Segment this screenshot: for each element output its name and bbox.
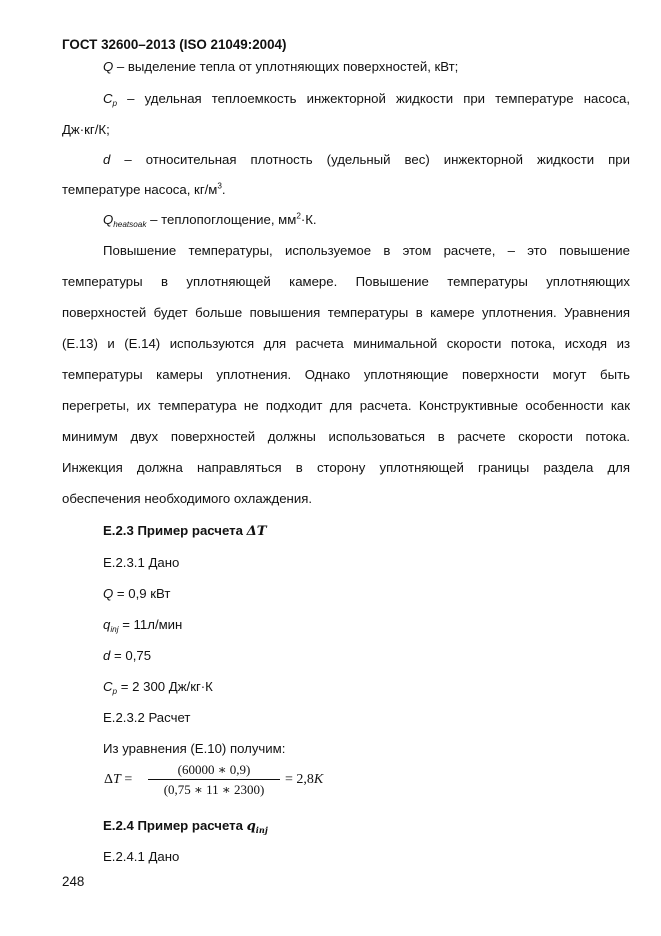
- given-q-text: = 0,9 кВт: [113, 586, 171, 601]
- paragraph-line: температуры камеры уплотнения. Однако уплотняющие поверхности могут быть: [62, 367, 630, 382]
- def-d-line1: [103, 152, 630, 168]
- section-e24-heading: [103, 818, 630, 835]
- def-qh-var: Q: [103, 212, 114, 227]
- def-d-line2: [62, 182, 630, 198]
- formula-delta: Δ: [104, 772, 114, 787]
- def-qh-sub: heatsoak: [113, 219, 147, 229]
- paragraph-line: (Е.13) и (Е.14) используются для расчета минимальной скорости потока, исходя из: [62, 336, 630, 351]
- formula-numerator: (60000 ∗ 0,9): [177, 762, 251, 777]
- def-d2-tail: .: [221, 182, 226, 197]
- def-cp-line2: Дж·кг/К;: [62, 122, 110, 137]
- formula-rhs-unit: K: [313, 772, 324, 787]
- section-e23-heading: [103, 523, 630, 540]
- delta-t-formula: [104, 758, 404, 806]
- paragraph-line: перегреты, их температура не подходит для расчета. Конструктивные особенности как: [62, 398, 630, 413]
- calc-title: Е.2.3.2 Расчет: [103, 710, 191, 725]
- formula-rhs-value: = 2,8: [285, 772, 314, 787]
- given-d-var: d: [103, 648, 111, 663]
- formula-rhs: [285, 772, 323, 788]
- def-d2-sup: 3: [217, 181, 222, 191]
- formula-fraction-bar: [148, 779, 280, 780]
- formula-eq: =: [120, 772, 133, 787]
- section-e24-sub: inj: [255, 824, 268, 835]
- given-q-var: Q: [103, 586, 114, 601]
- section-e23-symbol: ΔT: [246, 524, 267, 539]
- given-qinj-sub: inj: [110, 624, 119, 634]
- def-d-var: d: [103, 152, 111, 167]
- calc-intro: Из уравнения (Е.10) получим:: [103, 741, 286, 756]
- paragraph-line: минимум двух поверхностей должны использоваться в расчете скорости потока.: [62, 429, 630, 444]
- def-q-text: – выделение тепла от уплотняющих поверхностей, кВт;: [113, 59, 459, 74]
- def-qh-sup: 2: [296, 211, 301, 221]
- def-cp-text: – удельная теплоемкость инжекторной жидкости при температуре насоса,: [117, 91, 630, 106]
- def-cp-sub: p: [112, 98, 118, 108]
- given-q: [103, 586, 630, 602]
- paragraph-line: температуры в уплотняющей камере. Повышение температуры уплотняющих: [62, 274, 630, 289]
- section-e23-title: Е.2.3 Пример расчета: [103, 523, 247, 538]
- given-cp-sub: p: [112, 686, 118, 696]
- paragraph-line: обеспечения необходимого охлаждения.: [62, 491, 313, 506]
- def-cp-line1: [103, 91, 630, 107]
- given-qinj-text: = 11л/мин: [118, 617, 183, 632]
- section-e24-title: Е.2.4 Пример расчета: [103, 818, 247, 833]
- given-cp-var: C: [103, 679, 113, 694]
- def-qh-tail: ·К.: [300, 212, 317, 227]
- def-q: [103, 59, 630, 75]
- document-header: ГОСТ 32600–2013 (ISO 21049:2004): [62, 37, 287, 52]
- def-qh-text: – теплопоглощение, мм: [146, 212, 297, 227]
- paragraph-line: поверхностей будет больше повышения температуры в камере уплотнения. Уравнения: [62, 305, 630, 320]
- given-qinj: [103, 617, 630, 633]
- given-title: Е.2.3.1 Дано: [103, 555, 180, 570]
- def-qheatsoak: [103, 212, 630, 228]
- def-cp-var: C: [103, 91, 113, 106]
- def-q-var: Q: [103, 59, 114, 74]
- formula-lhs: [104, 772, 132, 788]
- given2-title: Е.2.4.1 Дано: [103, 849, 180, 864]
- page-number: 248: [62, 874, 85, 889]
- section-e24-symbol: q: [246, 819, 256, 834]
- paragraph-line: Инжекция должна направляться в сторону уплотняющей границы раздела для: [62, 460, 630, 475]
- given-cp-text: = 2 300 Дж/кг·К: [117, 679, 213, 694]
- given-d: [103, 648, 630, 664]
- paragraph-line: Повышение температуры, используемое в этом расчете, – это повышение: [103, 243, 630, 258]
- given-cp: [103, 679, 630, 695]
- def-d2-text: температуре насоса, кг/м: [62, 182, 218, 197]
- formula-lhs-var: T: [113, 772, 121, 787]
- formula-denominator: (0,75 ∗ 11 ∗ 2300): [163, 782, 265, 797]
- given-d-text: = 0,75: [110, 648, 152, 663]
- given-qinj-var: q: [103, 617, 111, 632]
- def-d-text: – относительная плотность (удельный вес) инжекторной жидкости при: [110, 152, 630, 167]
